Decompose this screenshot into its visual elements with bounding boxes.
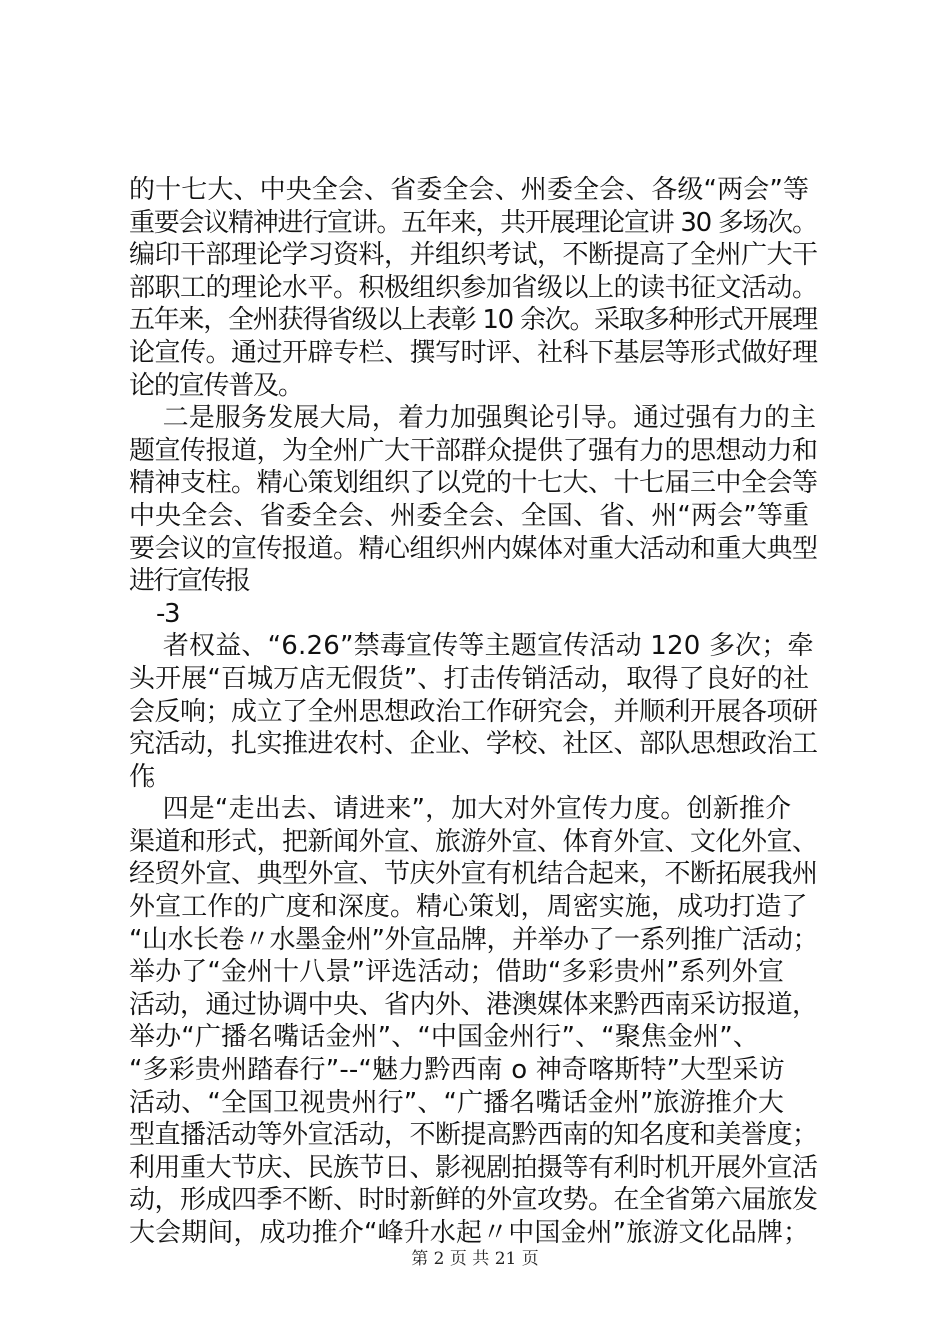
text-line: 者权益、“6.26”禁毒宣传等主题宣传活动 120 多次；牵: [129, 631, 814, 662]
text-line: 渠道和形式，把新闻外宣、旅游外宣、体育外宣、文化外宣、: [129, 826, 818, 857]
text-line: 经贸外宣、典型外宣、节庆外宣有机结合起来，不断拓展我州: [129, 859, 818, 890]
text-line: “山水长卷〃水墨金州”外宣品牌，并举办了一系列推广活动；: [129, 924, 818, 955]
text-line: 型直播活动等外宣活动，不断提高黔西南的知名度和美誉度；: [129, 1120, 818, 1151]
document-body: [129, 174, 829, 1250]
text-line: 大会期间，成功推介“峰升水起〃中国金州”旅游文化品牌；: [129, 1218, 810, 1248]
page-number-footer: 第 2 页 共 21 页: [411, 1249, 539, 1269]
text-line: 举办了“金州十八景”评选活动；借助“多彩贵州”系列外宣: [129, 957, 784, 988]
text-line: 活动，通过协调中央、省内外、港澳媒体来黔西南采访报道，: [129, 989, 818, 1020]
text-line: 举办“广播名嘴话金州”、“中国金州行”、“聚焦金州”、: [129, 1022, 759, 1053]
text-line: 编印干部理论学习资料，并组织考试，不断提高了全州广大干: [129, 240, 818, 271]
text-line: 四是“走出去、请进来”，加大对外宣传力度。创新推介: [129, 794, 792, 825]
text-line: 外宣工作的广度和深度。精心策划，周密实施，成功打造了: [129, 892, 808, 923]
text-line: 头开展“百城万店无假货”、打击传销活动，取得了良好的社: [129, 663, 810, 694]
text-line: 要会议的宣传报道。精心组织州内媒体对重大活动和重大典型: [129, 533, 818, 564]
text-line: 论的宣传普及。: [129, 370, 303, 401]
text-line: 作。: [129, 761, 163, 792]
text-line: 会反响；成立了全州思想政治工作研究会，并顺利开展各项研: [129, 696, 818, 727]
text-line: 五年来，全州获得省级以上表彰 10 余次。采取多种形式开展理: [129, 305, 817, 336]
text-line: 二是服务发展大局，着力加强舆论引导。通过强有力的主: [129, 403, 817, 434]
text-line: “多彩贵州踏春行”--“魅力黔西南 o 神奇喀斯特”大型采访: [129, 1055, 785, 1086]
text-line: 精神支柱。精心策划组织了以党的十七大、十七届三中全会等: [129, 468, 818, 499]
text-line: 利用重大节庆、民族节日、影视剧拍摄等有利时机开展外宣活: [129, 1152, 818, 1183]
text-line: 中央全会、省委全会、州委全会、全国、省、州“两会”等重: [129, 500, 810, 531]
text-line: 题宣传报道，为全州广大干部群众提供了强有力的思想动力和: [129, 435, 818, 466]
text-line: 的十七大、中央全会、省委全会、州委全会、各级“两会”等: [129, 175, 810, 205]
text-line: -3: [129, 598, 179, 629]
text-line: 论宣传。通过开辟专栏、撰写时评、社科下基层等形式做好理: [129, 337, 818, 368]
text-line: 部职工的理论水平。积极组织参加省级以上的读书征文活动。: [129, 272, 818, 303]
text-line: 动，形成四季不断、时时新鲜的外宣攻势。在全省第六届旅发: [129, 1185, 818, 1216]
text-line: 活动、“全国卫视贵州行”、“广播名嘴话金州”旅游推介大: [129, 1087, 784, 1118]
text-line: 进行宣传报: [129, 566, 250, 597]
text-line: 重要会议精神进行宣讲。五年来，共开展理论宣讲 30 多场次。: [129, 207, 817, 238]
text-line: 究活动，扎实推进农村、企业、学校、社区、部队思想政治工: [129, 729, 818, 760]
